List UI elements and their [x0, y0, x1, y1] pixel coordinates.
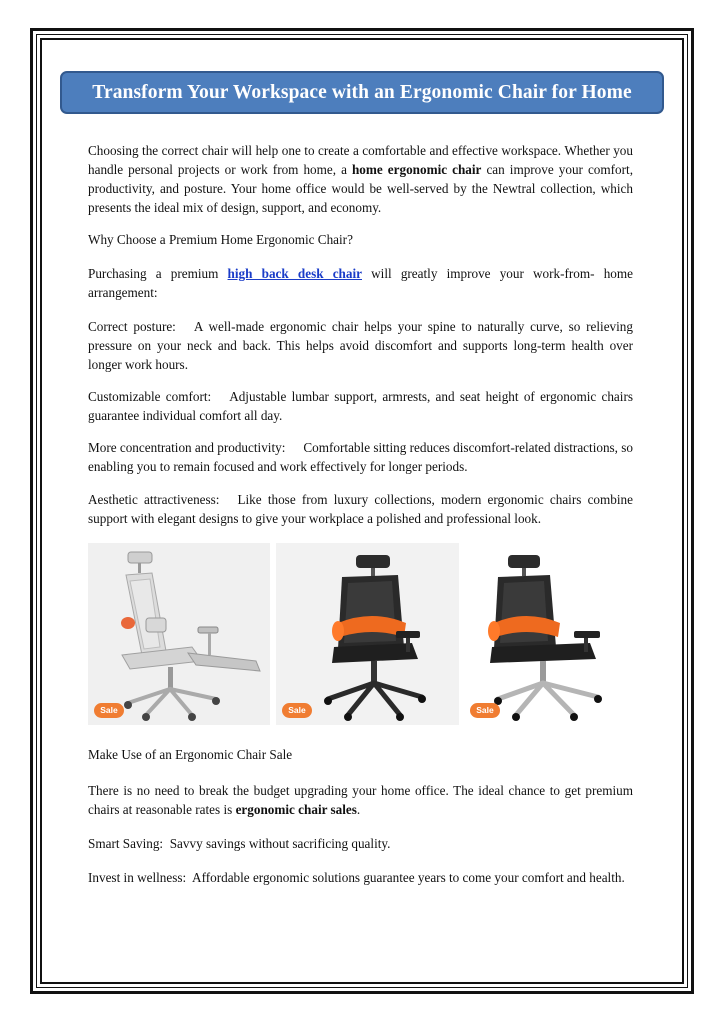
point-label: Smart Saving:	[88, 836, 164, 851]
black-chair-silver-base-illustration	[464, 543, 632, 725]
point-label: Invest in wellness:	[88, 870, 187, 885]
purchasing-text-start: Purchasing a premium	[88, 266, 228, 281]
benefit-text: A well-made ergonomic chair helps your spine to naturally curve, so relieving pressure on your neck and back. This helps avoid discomfort and supports long-term health over longer work hours.	[88, 319, 633, 372]
high-back-desk-chair-link[interactable]: high back desk chair	[227, 266, 362, 281]
gray-chair-illustration	[88, 543, 270, 725]
page-title: Transform Your Workspace with an Ergonomic Chair for Home	[92, 81, 632, 103]
benefit-label: Customizable comfort:	[88, 389, 212, 404]
intro-text-end: can improve your comfort, productivity, and posture. Your home office would be well-served by the Newtral collection, which presents the ideal mix of design, support, and economy.	[88, 162, 633, 215]
benefit-label: Aesthetic attractiveness:	[88, 492, 220, 507]
black-chair-illustration	[276, 543, 459, 725]
intro-paragraph	[88, 141, 633, 217]
intro-bold-keyword: home ergonomic chair	[351, 162, 482, 177]
product-image-black-chair-silver-base	[464, 543, 632, 725]
why-heading	[88, 230, 633, 249]
sale-bold-keyword: ergonomic chair sales	[235, 802, 357, 817]
sale-text-end: .	[356, 802, 361, 817]
benefit-text: Comfortable sitting reduces discomfort-related distractions, so enabling you to remain focused and work effectively for longer periods.	[88, 440, 633, 474]
benefit-productivity	[88, 438, 633, 476]
product-image-black-chair	[276, 543, 459, 725]
point-invest-wellness	[88, 868, 633, 887]
benefit-text: Like those from luxury collections, modern ergonomic chairs combine support with elegant designs to give your workplace a polished and professional look.	[88, 492, 633, 526]
benefit-label: Correct posture:	[88, 319, 176, 334]
point-text: Savvy savings without sacrificing quality.	[169, 836, 391, 851]
sale-paragraph	[88, 781, 633, 819]
why-heading-text: Why Choose a Premium Home Ergonomic Chair?	[88, 232, 353, 247]
sale-text-start: There is no need to break the budget upgrading your home office. The ideal chance to get premium chairs at reasonable rates is	[88, 783, 633, 817]
sale-heading-text: Make Use of an Ergonomic Chair Sale	[88, 747, 293, 762]
benefit-comfort	[88, 387, 633, 425]
intro-text-start: Choosing the correct chair will help one to create a comfortable and effective workspace. Whether you handle personal projects or work from home, a	[88, 143, 633, 177]
benefit-text: Adjustable lumbar support, armrests, and seat height of ergonomic chairs guarantee individual comfort all day.	[88, 389, 633, 423]
purchasing-text-end: will greatly improve your work-from- home arrangement:	[88, 266, 633, 300]
benefit-posture	[88, 317, 633, 374]
sale-badge: Sale	[94, 703, 124, 718]
sale-badge: Sale	[282, 703, 312, 718]
title-banner	[60, 71, 664, 114]
sale-heading	[88, 745, 633, 764]
benefit-label: More concentration and productivity:	[88, 440, 286, 455]
point-text: Affordable ergonomic solutions guarantee years to come your comfort and health.	[192, 870, 625, 885]
product-image-gray-chair	[88, 543, 270, 725]
sale-badge: Sale	[470, 703, 500, 718]
point-smart-saving	[88, 834, 633, 853]
benefit-aesthetic	[88, 490, 633, 528]
purchasing-paragraph	[88, 264, 633, 302]
